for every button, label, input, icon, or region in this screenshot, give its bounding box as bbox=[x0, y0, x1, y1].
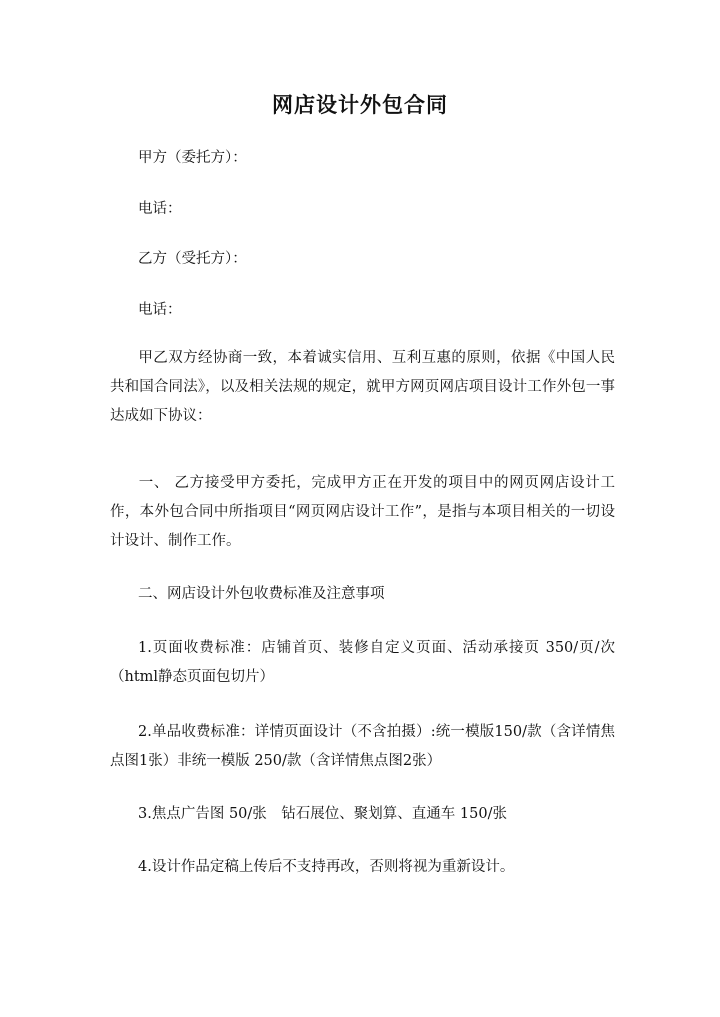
document-title: 网店设计外包合同 bbox=[272, 92, 448, 117]
clause-1-text: 一、 乙方接受甲方委托，完成甲方正在开发的项目中的网页网店设计工作，本外包合同中所指项目“网页网店设计工作”，是指与本项目相关的一切设计设计、制作工作。 bbox=[110, 475, 615, 549]
clause-1-paragraph bbox=[110, 469, 615, 556]
party-a-label: 甲方（委托方）： bbox=[138, 150, 247, 166]
intro-paragraph bbox=[110, 344, 615, 431]
clause-2-text: 二、网店设计外包收费标准及注意事项 bbox=[138, 586, 385, 602]
fee-item-1-text: 1.页面收费标准：店铺首页、装修自定义页面、活动承接页 350/页/次（html静态页面包切片） bbox=[110, 640, 615, 685]
intro-text: 甲乙双方经协商一致，本着诚实信用、互利互惠的原则，依据《中国人民共和国合同法》，以及相关法规的规定，就甲方网页网店项目设计工作外包一事达成如下协议： bbox=[110, 350, 615, 424]
party-b-phone: 电话： bbox=[138, 302, 182, 318]
fee-item-1 bbox=[110, 634, 615, 692]
fee-item-2-text: 2.单品收费标准：详情页面设计（不含拍摄）:统一模版150/款（含详情焦点图1张）非统一模版 250/款（含详情焦点图2张） bbox=[110, 724, 615, 769]
fee-item-3 bbox=[110, 800, 615, 829]
fee-item-4 bbox=[110, 853, 615, 882]
clause-2-heading bbox=[110, 580, 615, 609]
party-a-phone: 电话： bbox=[138, 201, 182, 217]
party-b-label: 乙方（受托方）： bbox=[138, 251, 247, 267]
fee-item-4-text: 4.设计作品定稿上传后不支持再改，否则将视为重新设计。 bbox=[138, 859, 515, 875]
fee-item-2 bbox=[110, 718, 615, 776]
fee-item-3-text: 3.焦点广告图 50/张 钻石展位、聚划算、直通车 150/张 bbox=[138, 806, 507, 822]
